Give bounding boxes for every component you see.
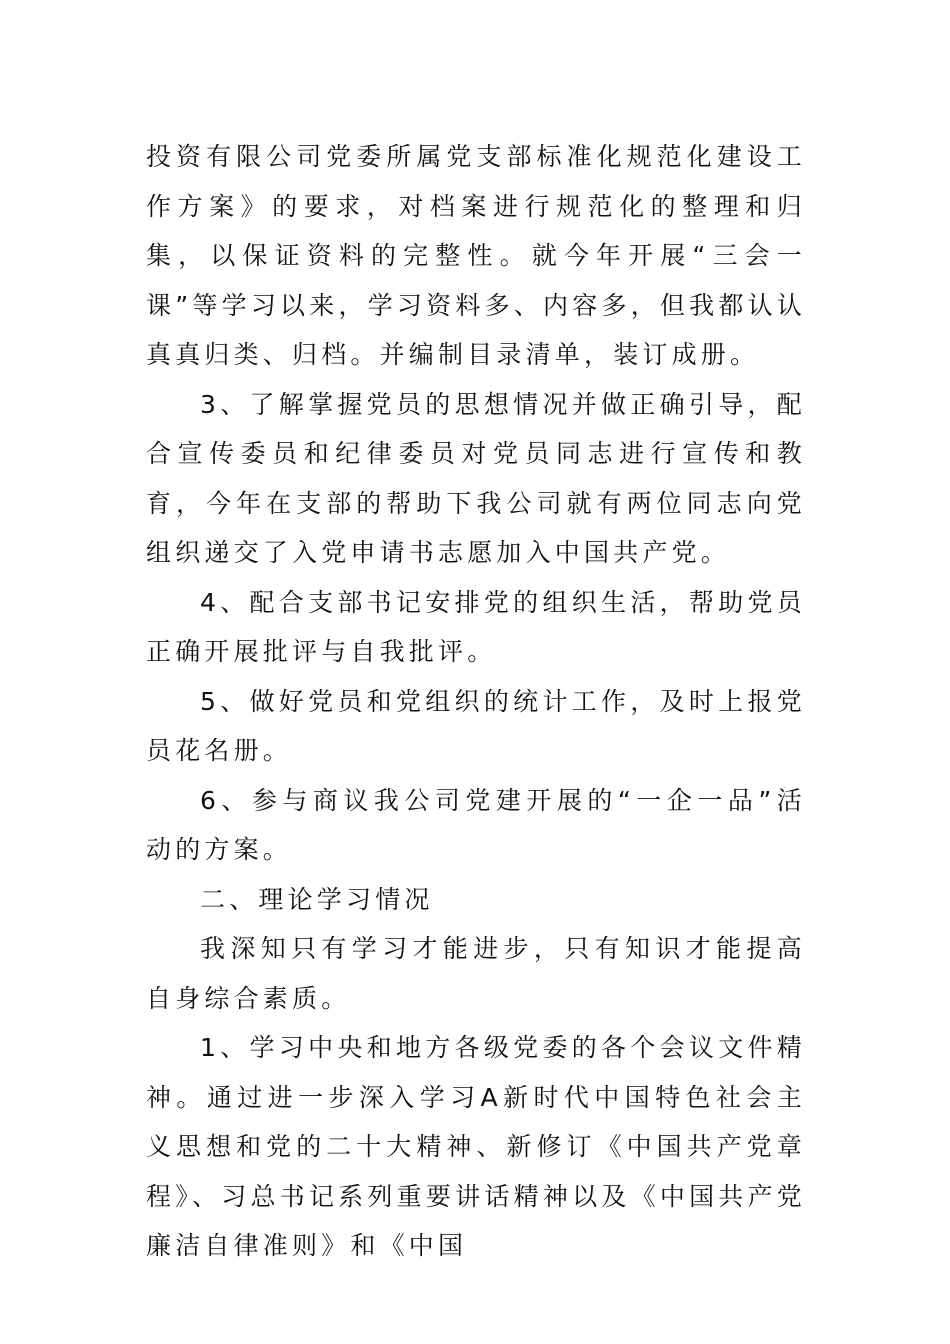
paragraph-item-5: 5、做好党员和党组织的统计工作，及时上报党员花名册。 xyxy=(146,686,806,765)
paragraph-item-4: 4、配合支部书记安排党的组织生活，帮助党员正确开展批评与自我批评。 xyxy=(146,587,806,666)
paragraph-archive-work: 投资有限公司党委所属党支部标准化规范化建设工作方案》的要求，对档案进行规范化的整理和归集，以保证资料的完整性。就今年开展“三会一课”等学习以来，学习资料多、内容多，但我都认认真真归类、归档。并编制目录清单，装订成册。 xyxy=(146,142,806,369)
paragraph-item-3: 3、了解掌握党员的思想情况并做正确引导，配合宣传委员和纪律委员对党员同志进行宣传和教育，今年在支部的帮助下我公司就有两位同志向党组织递交了入党申请书志愿加入中国共产党。 xyxy=(146,389,806,567)
document-body xyxy=(146,132,806,1271)
section-heading-theory-study: 二、理论学习情况 xyxy=(200,884,434,914)
paragraph-item-6: 6、参与商议我公司党建开展的“一企一品”活动的方案。 xyxy=(146,785,806,864)
paragraph-study-item-1: 1、学习中央和地方各级党委的各个会议文件精神。通过进一步深入学习A新时代中国特色社会主义思想和党的二十大精神、新修订《中国共产党章程》、习总书记系列重要讲话精神以及《中国共产党廉洁自律准则》和《中国 xyxy=(146,1033,806,1260)
paragraph-study-intro: 我深知只有学习才能进步，只有知识才能提高自身综合素质。 xyxy=(146,934,806,1013)
